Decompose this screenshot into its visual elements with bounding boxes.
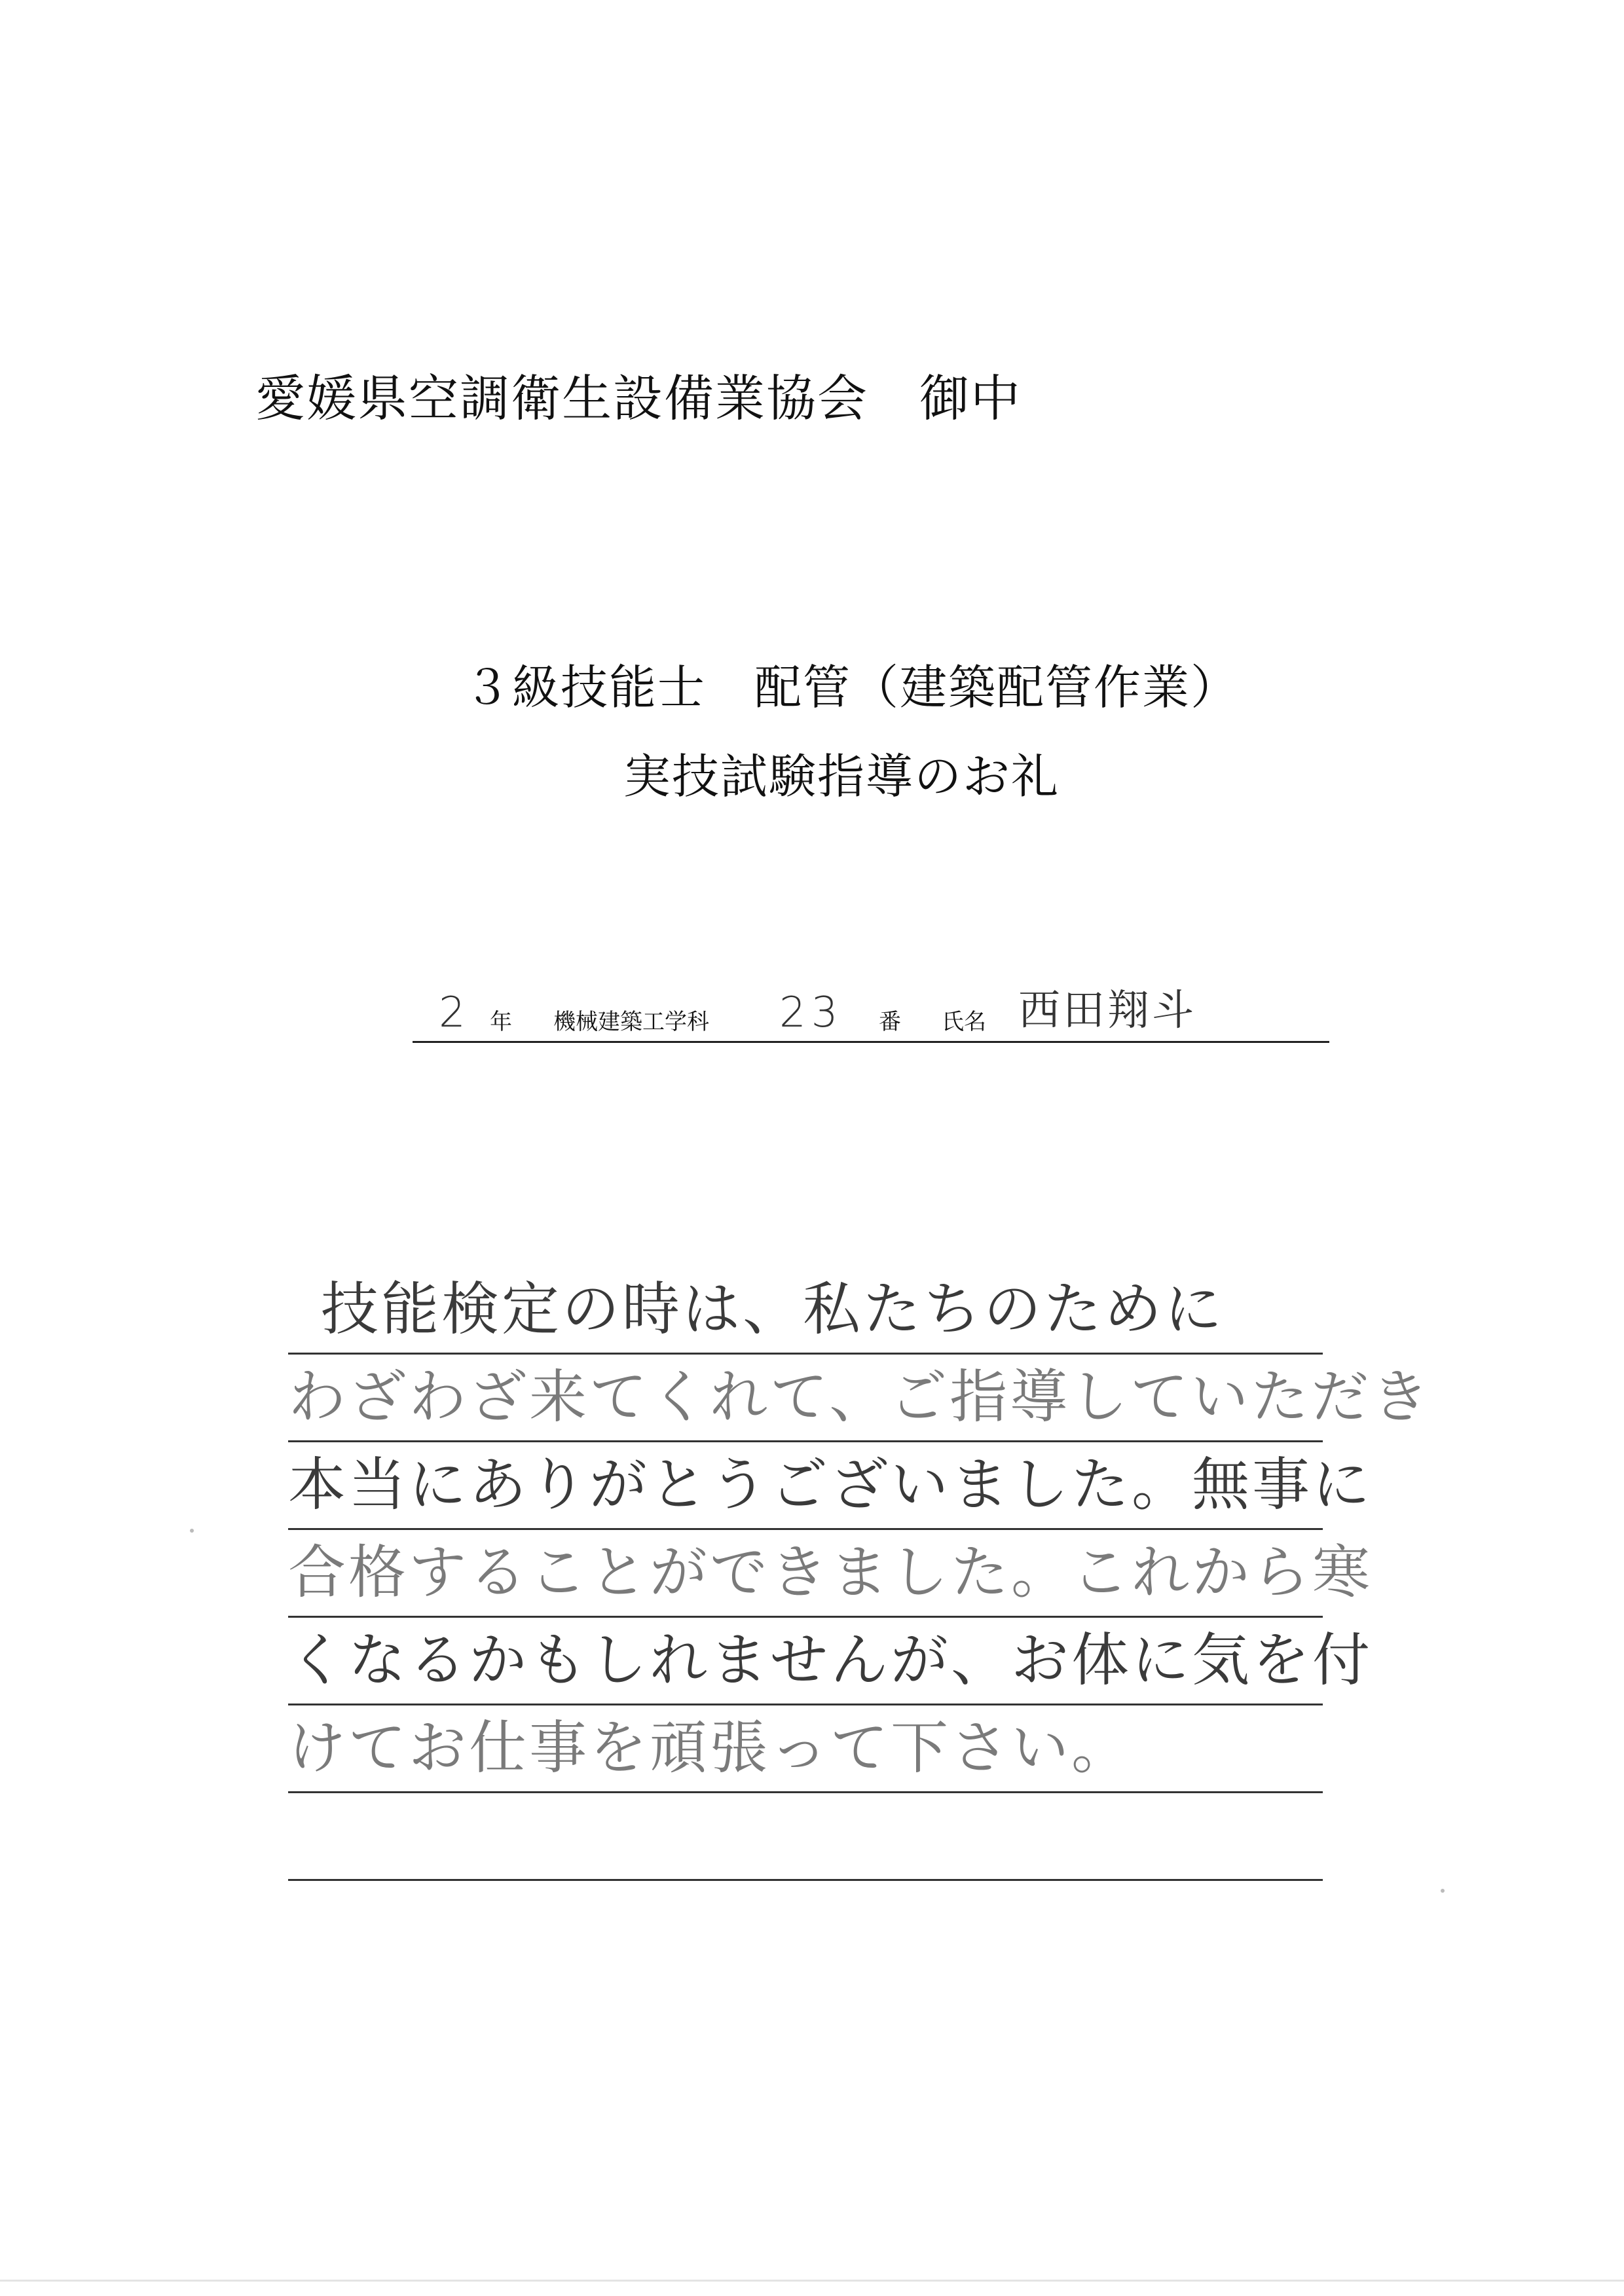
student-number-value: 23	[779, 989, 843, 1037]
scan-edge	[0, 2280, 1624, 2282]
message-line: 本当にありがとうございました。無事に	[288, 1442, 1323, 1530]
message-line: わざわざ来てくれて、ご指導していただき	[288, 1355, 1323, 1442]
name-label: 氏名	[942, 1009, 986, 1035]
student-number-label: 番	[879, 1009, 901, 1035]
title-line-1: ３級技能士 配管（建築配管作業）	[463, 660, 1239, 715]
scan-speck	[1441, 1889, 1445, 1893]
message-line: 合格することができました。これから寒	[288, 1530, 1323, 1618]
scan-speck	[190, 1529, 194, 1533]
title-line-2: 実技試験指導のお礼	[623, 749, 1060, 804]
student-info-row	[413, 982, 1329, 1043]
message-line: くなるかもしれませんが、お体に気を付	[288, 1618, 1323, 1705]
department-label: 機械建築工学科	[553, 1009, 709, 1035]
message-line: けてお仕事を頑張って下さい。	[288, 1705, 1323, 1793]
grade-value: 2	[439, 989, 466, 1037]
handwritten-message	[288, 1267, 1432, 1881]
grade-label: 年	[490, 1009, 512, 1035]
message-line-blank	[288, 1793, 1323, 1881]
addressee: 愛媛県空調衛生設備業協会 御中	[255, 369, 1022, 428]
message-line: 技能検定の時は、私たちのために	[288, 1267, 1323, 1355]
student-name-value: 西田翔斗	[1018, 987, 1196, 1035]
